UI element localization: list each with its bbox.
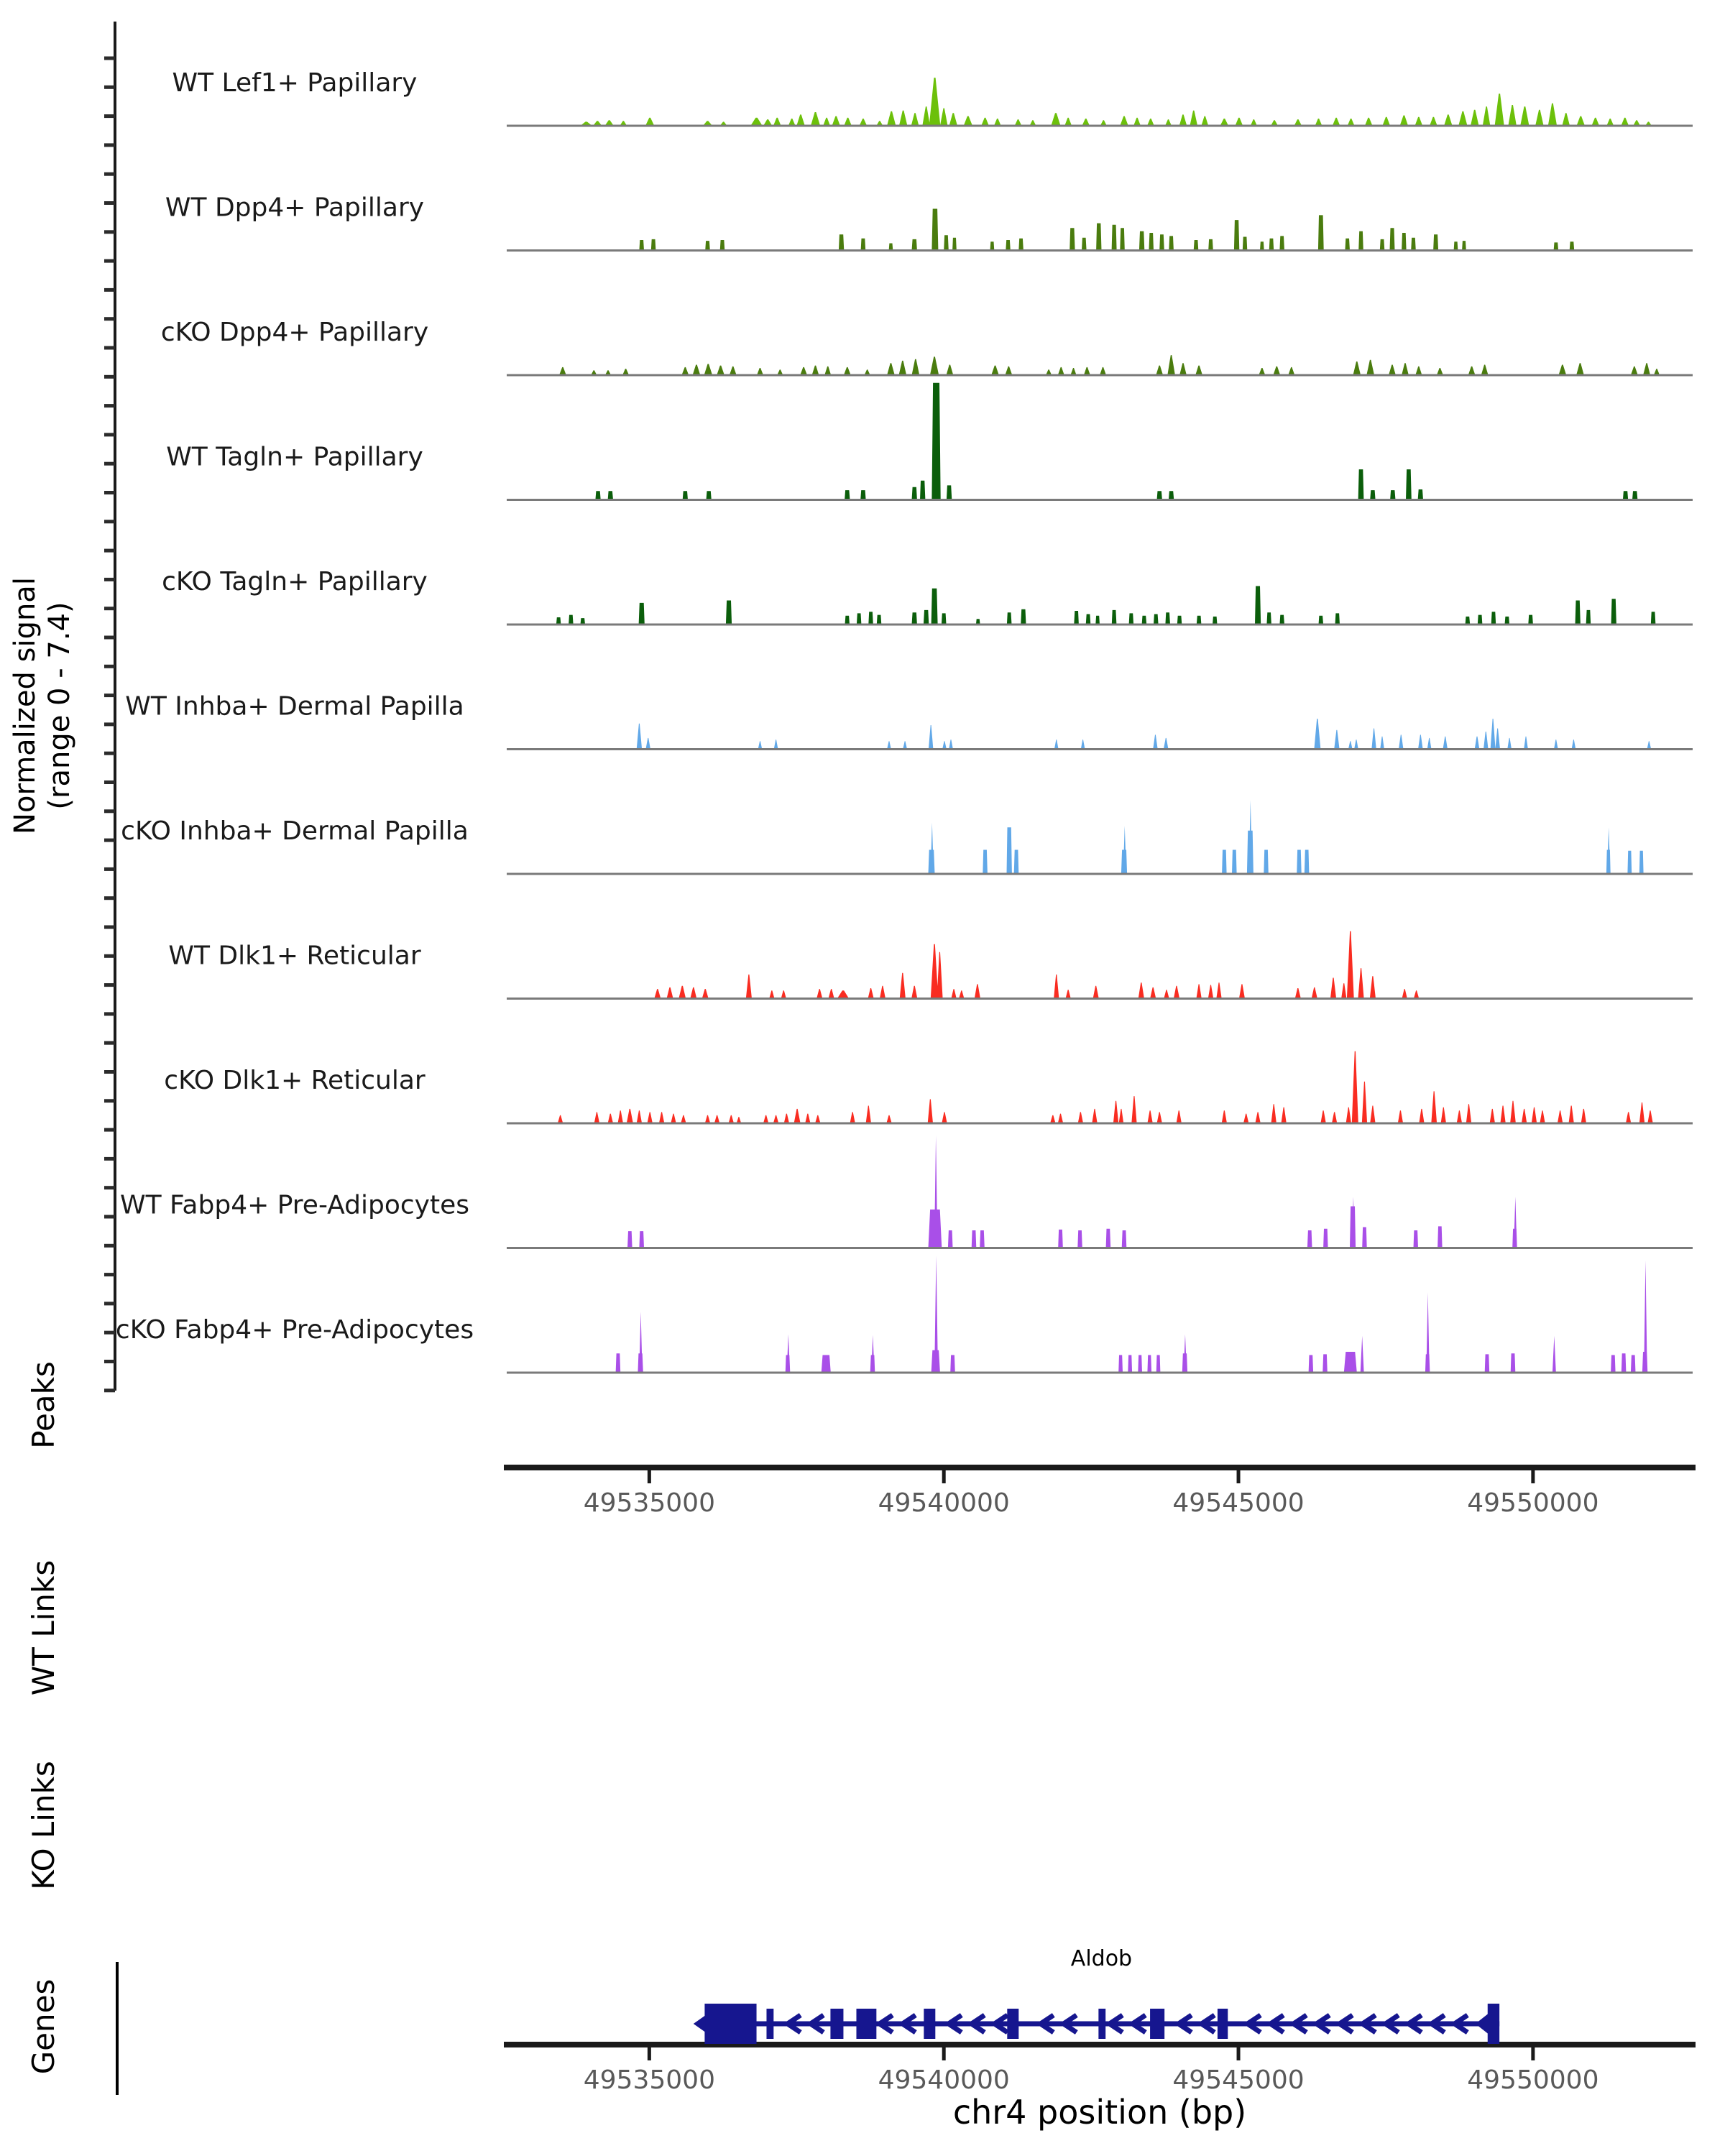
track-label-2: WT Dpp4+ Papillary: [165, 193, 425, 223]
gene-exon-10: [1488, 2004, 1499, 2044]
section-label-genes: Genes: [26, 1978, 61, 2075]
y-axis-label-line2: (range 0 - 7.4): [43, 602, 76, 810]
signal-area-track-11: [616, 1256, 1648, 1373]
track-label-1: WT Lef1+ Papillary: [172, 68, 418, 98]
signal-area-track-10: [627, 1135, 1517, 1248]
peaks-axis-tick-label-2: 49545000: [1172, 1488, 1305, 1518]
signal-area-track-5: [556, 586, 1655, 625]
genome-position-axis-tick-label-2: 49545000: [1172, 2065, 1305, 2095]
track-label-9: cKO Dlk1+ Reticular: [164, 1066, 426, 1095]
gene-exon-4: [856, 2009, 876, 2039]
peaks-axis-tick-label-0: 49535000: [583, 1488, 715, 1518]
gene-exon-8: [1150, 2009, 1164, 2039]
y-axis-label-line1: Normalized signal: [9, 577, 42, 834]
track-label-8: WT Dlk1+ Reticular: [168, 941, 421, 971]
peaks-axis-tick-label-1: 49540000: [878, 1488, 1010, 1518]
signal-area-track-3: [559, 355, 1660, 375]
section-label-peaks: Peaks: [26, 1361, 61, 1449]
gene-tss-arrow: [1476, 2013, 1489, 2035]
x-axis-title: chr4 position (bp): [952, 2093, 1247, 2132]
signal-area-track-4: [595, 383, 1637, 500]
track-label-3: cKO Dpp4+ Papillary: [160, 318, 429, 347]
gene-exon-5: [924, 2009, 935, 2039]
signal-area-track-2: [639, 209, 1574, 251]
track-label-11: cKO Fabp4+ Pre-Adipocytes: [115, 1315, 474, 1345]
track-label-6: WT Inhba+ Dermal Papilla: [125, 691, 464, 722]
genome-position-axis-tick-label-3: 49550000: [1467, 2065, 1599, 2095]
signal-area-track-6: [637, 719, 1652, 749]
signal-area-track-8: [654, 931, 1419, 999]
track-label-10: WT Fabp4+ Pre-Adipocytes: [120, 1190, 469, 1220]
gene-exon-2: [766, 2009, 773, 2039]
signal-area-track-7: [929, 800, 1644, 874]
gene-name-label: Aldob: [1070, 1946, 1133, 1971]
track-label-7: cKO Inhba+ Dermal Papilla: [121, 816, 469, 846]
gene-exon-6: [1007, 2009, 1018, 2039]
gene-exon-1: [704, 2004, 756, 2044]
section-label-wt_links: WT Links: [26, 1560, 61, 1696]
genome-position-axis-tick-label-0: 49535000: [583, 2065, 715, 2095]
gene-exon-9: [1218, 2009, 1228, 2039]
track-label-5: cKO Tagln+ Papillary: [162, 567, 428, 596]
signal-area-track-9: [558, 1051, 1653, 1123]
gene-left-tip: [694, 2015, 706, 2032]
track-label-4: WT Tagln+ Papillary: [166, 442, 423, 472]
genome-position-axis-tick-label-1: 49540000: [878, 2065, 1010, 2095]
signal-area-track-1: [581, 78, 1652, 126]
peaks-axis-tick-label-3: 49550000: [1467, 1488, 1599, 1518]
gene-exon-3: [830, 2009, 843, 2039]
gene-exon-7: [1098, 2009, 1105, 2039]
section-label-ko_links: KO Links: [26, 1761, 61, 1890]
